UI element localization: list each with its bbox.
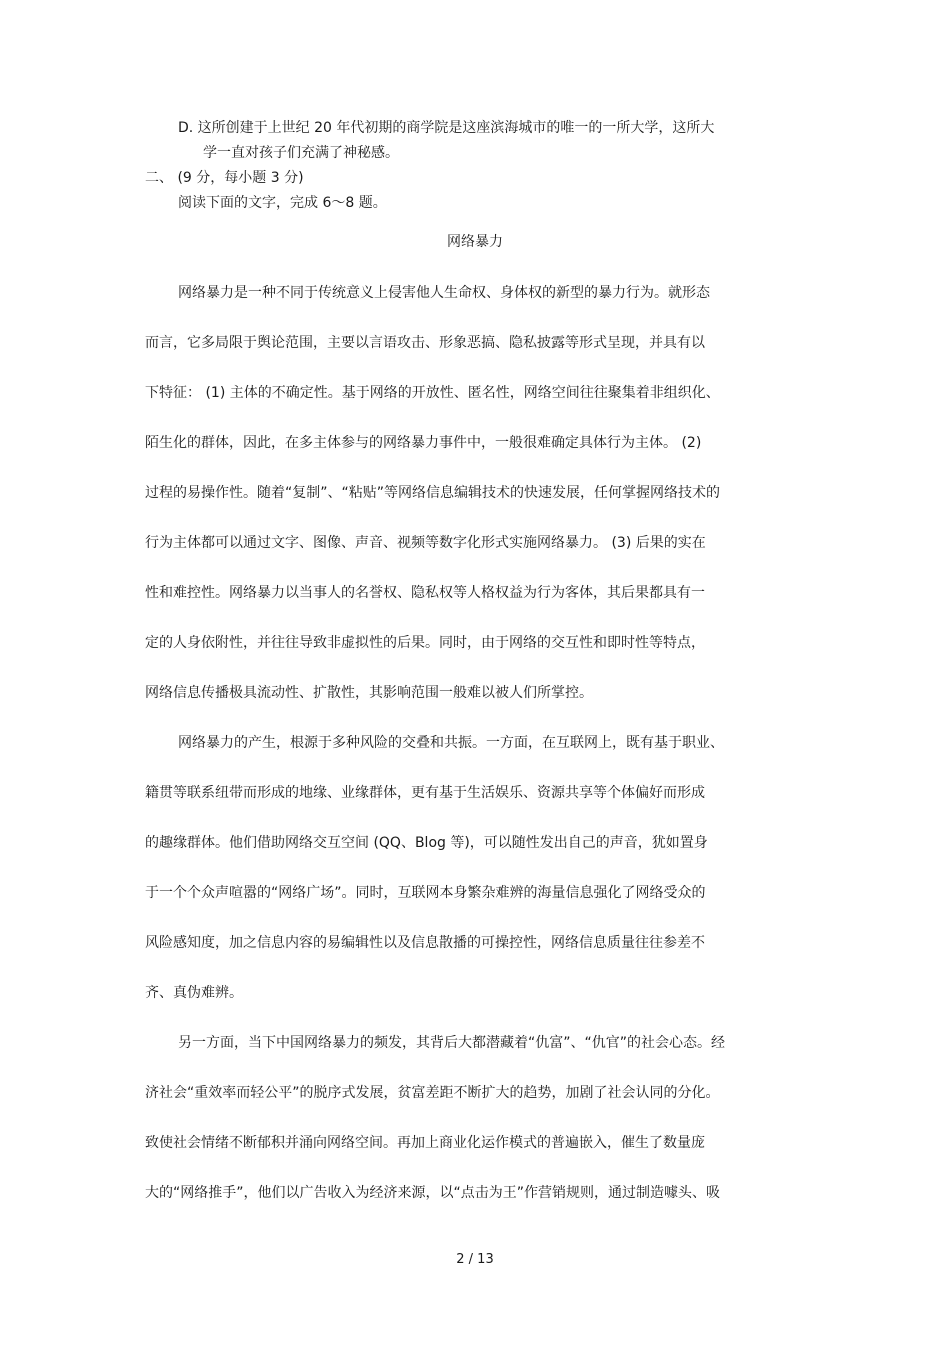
article-line: 网络暴力是一种不同于传统意义上侵害他人生命权、身体权的新型的暴力行为。就形态 bbox=[178, 285, 710, 301]
article-line: 于一个个众声喧嚣的“网络广场”。同时，互联网本身繁杂难辨的海量信息强化了网络受众的 bbox=[145, 885, 706, 901]
article-line: 籍贯等联系纽带而形成的地缘、业缘群体，更有基于生活娱乐、资源共享等个体偏好而形成 bbox=[145, 785, 705, 801]
article-line: 而言，它多局限于舆论范围，主要以言语攻击、形象恶搞、隐私披露等形式呈现，并具有以 bbox=[145, 335, 705, 351]
section-heading: 二、 (9 分，每小题 3 分) bbox=[145, 170, 304, 186]
page-number: 2 / 13 bbox=[456, 1252, 494, 1267]
article-line: 另一方面，当下中国网络暴力的频发，其背后大都潜藏着“仇富”、“仇官”的社会心态。经 bbox=[178, 1035, 726, 1051]
question-d-line-1: D. 这所创建于上世纪 20 年代初期的商学院是这座滨海城市的唯一的一所大学，这所大 bbox=[178, 120, 715, 136]
article-line: 陌生化的群体，因此，在多主体参与的网络暴力事件中，一般很难确定具体行为主体。 (2) bbox=[145, 435, 702, 451]
article-title: 网络暴力 bbox=[447, 234, 503, 250]
section-instruction: 阅读下面的文字，完成 6～8 题。 bbox=[178, 195, 387, 211]
article-line: 网络暴力的产生，根源于多种风险的交叠和共振。一方面，在互联网上，既有基于职业、 bbox=[178, 735, 724, 751]
article-line: 定的人身依附性，并往往导致非虚拟性的后果。同时，由于网络的交互性和即时性等特点， bbox=[145, 635, 705, 651]
article-line: 行为主体都可以通过文字、图像、声音、视频等数字化形式实施网络暴力。 (3) 后果的实在 bbox=[145, 535, 706, 551]
article-line: 的趣缘群体。他们借助网络交互空间 (QQ、Blog 等)，可以随性发出自己的声音，犹如置身 bbox=[145, 835, 708, 851]
article-line: 下特征： (1) 主体的不确定性。基于网络的开放性、匿名性，网络空间往往聚集着非组织化、 bbox=[145, 385, 720, 401]
article-line: 齐、真伪难辨。 bbox=[145, 985, 243, 1001]
article-line: 致使社会情绪不断郁积并涌向网络空间。再加上商业化运作模式的普遍嵌入，催生了数量庞 bbox=[145, 1135, 705, 1151]
article-line: 过程的易操作性。随着“复制”、“粘贴”等网络信息编辑技术的快速发展，任何掌握网络技术的 bbox=[145, 485, 721, 501]
article-line: 网络信息传播极具流动性、扩散性，其影响范围一般难以被人们所掌控。 bbox=[145, 685, 593, 701]
article-line: 济社会“重效率而轻公平”的脱序式发展，贫富差距不断扩大的趋势，加剧了社会认同的分化。 bbox=[145, 1085, 720, 1101]
question-d-line-2: 学一直对孩子们充满了神秘感。 bbox=[203, 145, 399, 161]
article-line: 大的“网络推手”，他们以广告收入为经济来源，以“点击为王”作营销规则，通过制造噱头、吸 bbox=[145, 1185, 721, 1201]
article-line: 风险感知度，加之信息内容的易编辑性以及信息散播的可操控性，网络信息质量往往参差不 bbox=[145, 935, 705, 951]
article-line: 性和难控性。网络暴力以当事人的名誉权、隐私权等人格权益为行为客体，其后果都具有一 bbox=[145, 585, 705, 601]
